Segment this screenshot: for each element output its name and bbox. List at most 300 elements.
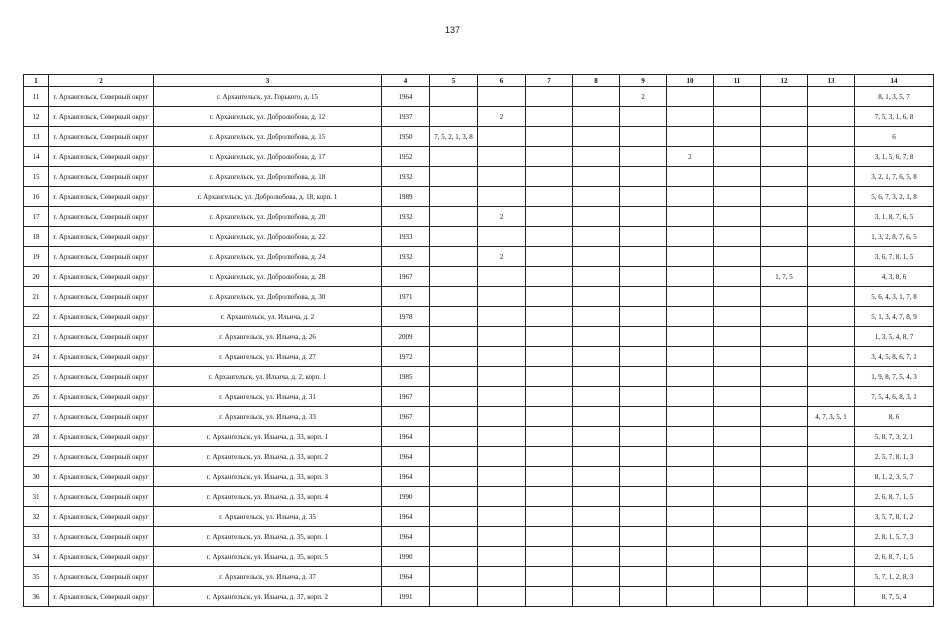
- district-cell: г. Архангельск, Северный округ: [49, 547, 154, 567]
- col11-cell: [714, 287, 761, 307]
- address-cell: г. Архангельск, ул. Добролюбова, д. 17: [154, 147, 382, 167]
- column-header: 11: [714, 75, 761, 87]
- col6-cell: [478, 327, 526, 347]
- page-number: 137: [444, 25, 461, 35]
- col8-cell: [573, 287, 620, 307]
- table-row: [24, 227, 934, 247]
- col11-cell: [714, 507, 761, 527]
- col11-cell: [714, 487, 761, 507]
- row-number: 22: [24, 307, 49, 327]
- col9-cell: [620, 487, 667, 507]
- col11-cell: [714, 427, 761, 447]
- col11-cell: [714, 407, 761, 427]
- col9-cell: [620, 587, 667, 607]
- table-row: [24, 467, 934, 487]
- col11-cell: [714, 547, 761, 567]
- year-cell: 1985: [382, 367, 430, 387]
- col6-cell: [478, 167, 526, 187]
- col6-cell: 2: [478, 107, 526, 127]
- col6-cell: [478, 447, 526, 467]
- col6-cell: [478, 427, 526, 447]
- column-header: 7: [526, 75, 573, 87]
- address-cell: г. Архангельск, ул. Ильича, д. 2, корп. 1: [154, 367, 382, 387]
- col13-cell: [808, 247, 855, 267]
- col14-cell: 1, 3, 2, 8, 7, 6, 5: [855, 227, 934, 247]
- col6-cell: [478, 387, 526, 407]
- col13-cell: [808, 587, 855, 607]
- year-cell: 1967: [382, 407, 430, 427]
- address-cell: г. Архангельск, ул. Добролюбова, д. 18, корп. 1: [154, 187, 382, 207]
- col11-cell: [714, 527, 761, 547]
- col5-cell: [430, 367, 478, 387]
- col11-cell: [714, 147, 761, 167]
- col7-cell: [526, 107, 573, 127]
- col6-cell: [478, 307, 526, 327]
- district-cell: г. Архангельск, Северный округ: [49, 327, 154, 347]
- year-cell: 1964: [382, 567, 430, 587]
- col13-cell: [808, 147, 855, 167]
- col13-cell: [808, 287, 855, 307]
- col13-cell: [808, 527, 855, 547]
- col10-cell: [667, 207, 714, 227]
- col8-cell: [573, 87, 620, 107]
- year-cell: 1932: [382, 247, 430, 267]
- col7-cell: [526, 527, 573, 547]
- col10-cell: [667, 487, 714, 507]
- col13-cell: [808, 107, 855, 127]
- col7-cell: [526, 587, 573, 607]
- table-row: [24, 387, 934, 407]
- col9-cell: [620, 507, 667, 527]
- table-row: [24, 527, 934, 547]
- col10-cell: [667, 447, 714, 467]
- col12-cell: [761, 167, 808, 187]
- col6-cell: [478, 547, 526, 567]
- row-number: 28: [24, 427, 49, 447]
- address-cell: г. Архангельск, ул. Ильича, д. 2: [154, 307, 382, 327]
- col5-cell: [430, 147, 478, 167]
- table-body: [24, 87, 934, 607]
- row-number: 36: [24, 587, 49, 607]
- col7-cell: [526, 147, 573, 167]
- col11-cell: [714, 187, 761, 207]
- address-cell: г. Архангельск, ул. Ильича, д. 37, корп. 2: [154, 587, 382, 607]
- address-cell: г. Архангельск, ул. Ильича, д. 37: [154, 567, 382, 587]
- col9-cell: [620, 167, 667, 187]
- col14-cell: 5, 1, 3, 4, 7, 8, 9: [855, 307, 934, 327]
- year-cell: 1950: [382, 127, 430, 147]
- col5-cell: [430, 447, 478, 467]
- col14-cell: 2, 5, 7, 8, 1, 3: [855, 447, 934, 467]
- col8-cell: [573, 367, 620, 387]
- col8-cell: [573, 147, 620, 167]
- col9-cell: [620, 247, 667, 267]
- district-cell: г. Архангельск, Северный округ: [49, 487, 154, 507]
- table-row: [24, 567, 934, 587]
- district-cell: г. Архангельск, Северный округ: [49, 247, 154, 267]
- col14-cell: 1, 3, 5, 4, 8, 7: [855, 327, 934, 347]
- row-number: 31: [24, 487, 49, 507]
- col10-cell: [667, 587, 714, 607]
- column-header: 3: [154, 75, 382, 87]
- table-row: [24, 167, 934, 187]
- col10-cell: [667, 347, 714, 367]
- table-row: [24, 147, 934, 167]
- col6-cell: [478, 347, 526, 367]
- col6-cell: [478, 507, 526, 527]
- col9-cell: [620, 387, 667, 407]
- col13-cell: [808, 307, 855, 327]
- col14-cell: 3, 1, 5, 6, 7, 8: [855, 147, 934, 167]
- col10-cell: [667, 367, 714, 387]
- col11-cell: [714, 207, 761, 227]
- col10-cell: [667, 507, 714, 527]
- col13-cell: [808, 187, 855, 207]
- row-number: 24: [24, 347, 49, 367]
- col14-cell: 3, 1, 8, 7, 6, 5: [855, 207, 934, 227]
- col6-cell: [478, 187, 526, 207]
- row-number: 12: [24, 107, 49, 127]
- address-cell: г. Архангельск, ул. Добролюбова, д. 28: [154, 267, 382, 287]
- row-number: 33: [24, 527, 49, 547]
- col8-cell: [573, 167, 620, 187]
- col14-cell: 3, 4, 5, 8, 6, 7, 1: [855, 347, 934, 367]
- row-number: 16: [24, 187, 49, 207]
- col12-cell: [761, 287, 808, 307]
- year-cell: 1972: [382, 347, 430, 367]
- col10-cell: 2: [667, 147, 714, 167]
- col5-cell: [430, 227, 478, 247]
- col11-cell: [714, 327, 761, 347]
- district-cell: г. Архангельск, Северный округ: [49, 127, 154, 147]
- col11-cell: [714, 227, 761, 247]
- col5-cell: [430, 207, 478, 227]
- col8-cell: [573, 467, 620, 487]
- col5-cell: [430, 267, 478, 287]
- col13-cell: [808, 387, 855, 407]
- district-cell: г. Архангельск, Северный округ: [49, 447, 154, 467]
- col5-cell: [430, 567, 478, 587]
- col6-cell: 2: [478, 207, 526, 227]
- col7-cell: [526, 387, 573, 407]
- col14-cell: 2, 6, 8, 7, 1, 5: [855, 547, 934, 567]
- address-cell: г. Архангельск, ул. Ильича, д. 33, корп. 4: [154, 487, 382, 507]
- col11-cell: [714, 247, 761, 267]
- col6-cell: [478, 287, 526, 307]
- table-row: [24, 307, 934, 327]
- col13-cell: [808, 167, 855, 187]
- col10-cell: [667, 267, 714, 287]
- col14-cell: 5, 6, 7, 3, 2, 1, 8: [855, 187, 934, 207]
- col9-cell: [620, 407, 667, 427]
- col14-cell: 3, 2, 1, 7, 6, 5, 8: [855, 167, 934, 187]
- col7-cell: [526, 487, 573, 507]
- col9-cell: 2: [620, 87, 667, 107]
- col13-cell: [808, 427, 855, 447]
- row-number: 11: [24, 87, 49, 107]
- column-header: 2: [49, 75, 154, 87]
- table-row: [24, 427, 934, 447]
- year-cell: 1967: [382, 267, 430, 287]
- year-cell: 1952: [382, 147, 430, 167]
- column-header: 9: [620, 75, 667, 87]
- year-cell: 1964: [382, 467, 430, 487]
- col7-cell: [526, 447, 573, 467]
- col6-cell: [478, 87, 526, 107]
- col8-cell: [573, 527, 620, 547]
- table-row: [24, 487, 934, 507]
- col5-cell: 7, 5, 2, 1, 3, 8: [430, 127, 478, 147]
- col9-cell: [620, 427, 667, 447]
- col10-cell: [667, 307, 714, 327]
- col11-cell: [714, 447, 761, 467]
- col9-cell: [620, 547, 667, 567]
- col10-cell: [667, 467, 714, 487]
- col12-cell: [761, 547, 808, 567]
- year-cell: 1964: [382, 447, 430, 467]
- col8-cell: [573, 547, 620, 567]
- col14-cell: 8, 7, 5, 4: [855, 587, 934, 607]
- col9-cell: [620, 227, 667, 247]
- col11-cell: [714, 367, 761, 387]
- col12-cell: [761, 467, 808, 487]
- district-cell: г. Архангельск, Северный округ: [49, 347, 154, 367]
- col5-cell: [430, 87, 478, 107]
- row-number: 17: [24, 207, 49, 227]
- address-cell: г. Архангельск, ул. Горького, д. 15: [154, 87, 382, 107]
- col14-cell: 8, 1, 2, 3, 5, 7: [855, 467, 934, 487]
- year-cell: 1932: [382, 167, 430, 187]
- address-cell: г. Архангельск, ул. Ильича, д. 31: [154, 387, 382, 407]
- col8-cell: [573, 267, 620, 287]
- district-cell: г. Архангельск, Северный округ: [49, 287, 154, 307]
- col9-cell: [620, 287, 667, 307]
- district-cell: г. Архангельск, Северный округ: [49, 307, 154, 327]
- col9-cell: [620, 107, 667, 127]
- col6-cell: [478, 587, 526, 607]
- col7-cell: [526, 127, 573, 147]
- row-number: 32: [24, 507, 49, 527]
- address-cell: г. Архангельск, ул. Ильича, д. 35, корп. 1: [154, 527, 382, 547]
- table-row: [24, 347, 934, 367]
- header-row: [24, 75, 934, 87]
- row-number: 34: [24, 547, 49, 567]
- col12-cell: [761, 527, 808, 547]
- col8-cell: [573, 327, 620, 347]
- col12-cell: [761, 327, 808, 347]
- col8-cell: [573, 207, 620, 227]
- col5-cell: [430, 407, 478, 427]
- col8-cell: [573, 227, 620, 247]
- col8-cell: [573, 587, 620, 607]
- table-row: [24, 87, 934, 107]
- table-row: [24, 287, 934, 307]
- column-header: 14: [855, 75, 934, 87]
- col5-cell: [430, 427, 478, 447]
- col7-cell: [526, 427, 573, 447]
- district-cell: г. Архангельск, Северный округ: [49, 387, 154, 407]
- col8-cell: [573, 487, 620, 507]
- year-cell: 1990: [382, 487, 430, 507]
- col9-cell: [620, 327, 667, 347]
- col14-cell: 8, 6: [855, 407, 934, 427]
- col8-cell: [573, 407, 620, 427]
- col10-cell: [667, 247, 714, 267]
- col5-cell: [430, 487, 478, 507]
- col7-cell: [526, 507, 573, 527]
- table-row: [24, 107, 934, 127]
- table-row: [24, 407, 934, 427]
- col9-cell: [620, 367, 667, 387]
- address-cell: г. Архангельск, ул. Добролюбова, д. 18: [154, 167, 382, 187]
- col10-cell: [667, 87, 714, 107]
- col10-cell: [667, 107, 714, 127]
- col12-cell: [761, 367, 808, 387]
- year-cell: 1991: [382, 587, 430, 607]
- col13-cell: [808, 487, 855, 507]
- col12-cell: [761, 407, 808, 427]
- year-cell: 1932: [382, 207, 430, 227]
- col5-cell: [430, 347, 478, 367]
- col5-cell: [430, 187, 478, 207]
- col7-cell: [526, 267, 573, 287]
- col6-cell: [478, 527, 526, 547]
- col7-cell: [526, 367, 573, 387]
- col6-cell: [478, 147, 526, 167]
- year-cell: 1971: [382, 287, 430, 307]
- district-cell: г. Архангельск, Северный округ: [49, 527, 154, 547]
- address-cell: г. Архангельск, ул. Добролюбова, д. 24: [154, 247, 382, 267]
- col10-cell: [667, 227, 714, 247]
- col14-cell: 5, 8, 7, 3, 2, 1: [855, 427, 934, 447]
- col6-cell: [478, 407, 526, 427]
- col10-cell: [667, 547, 714, 567]
- table-row: [24, 267, 934, 287]
- district-cell: г. Архангельск, Северный округ: [49, 207, 154, 227]
- col10-cell: [667, 407, 714, 427]
- col10-cell: [667, 187, 714, 207]
- address-cell: г. Архангельск, ул. Ильича, д. 33, корп. 3: [154, 467, 382, 487]
- col10-cell: [667, 387, 714, 407]
- col6-cell: [478, 227, 526, 247]
- col12-cell: [761, 187, 808, 207]
- col13-cell: [808, 367, 855, 387]
- row-number: 20: [24, 267, 49, 287]
- district-cell: г. Архангельск, Северный округ: [49, 507, 154, 527]
- col7-cell: [526, 87, 573, 107]
- row-number: 19: [24, 247, 49, 267]
- col7-cell: [526, 407, 573, 427]
- col7-cell: [526, 287, 573, 307]
- col12-cell: [761, 227, 808, 247]
- col9-cell: [620, 127, 667, 147]
- year-cell: 1978: [382, 307, 430, 327]
- table-row: [24, 447, 934, 467]
- col6-cell: [478, 127, 526, 147]
- col13-cell: [808, 347, 855, 367]
- col7-cell: [526, 247, 573, 267]
- col14-cell: 3, 6, 7, 8, 1, 5: [855, 247, 934, 267]
- col9-cell: [620, 447, 667, 467]
- col6-cell: [478, 467, 526, 487]
- column-header: 6: [478, 75, 526, 87]
- col11-cell: [714, 587, 761, 607]
- year-cell: 1989: [382, 187, 430, 207]
- col13-cell: 4, 7, 3, 5, 1: [808, 407, 855, 427]
- year-cell: 1964: [382, 507, 430, 527]
- col10-cell: [667, 167, 714, 187]
- address-cell: г. Архангельск, ул. Ильича, д. 27: [154, 347, 382, 367]
- col8-cell: [573, 567, 620, 587]
- col11-cell: [714, 387, 761, 407]
- col12-cell: 1, 7, 5: [761, 267, 808, 287]
- col7-cell: [526, 187, 573, 207]
- column-header: 1: [24, 75, 49, 87]
- address-cell: г. Архангельск, ул. Ильича, д. 35, корп. 5: [154, 547, 382, 567]
- table-row: [24, 507, 934, 527]
- col8-cell: [573, 447, 620, 467]
- year-cell: 1990: [382, 547, 430, 567]
- data-table: [23, 74, 934, 607]
- col7-cell: [526, 567, 573, 587]
- address-cell: г. Архангельск, ул. Ильича, д. 33: [154, 407, 382, 427]
- row-number: 18: [24, 227, 49, 247]
- col10-cell: [667, 287, 714, 307]
- col13-cell: [808, 207, 855, 227]
- table-row: [24, 587, 934, 607]
- district-cell: г. Архангельск, Северный округ: [49, 147, 154, 167]
- col5-cell: [430, 527, 478, 547]
- table-row: [24, 127, 934, 147]
- col12-cell: [761, 147, 808, 167]
- col9-cell: [620, 147, 667, 167]
- col11-cell: [714, 567, 761, 587]
- col11-cell: [714, 87, 761, 107]
- col5-cell: [430, 467, 478, 487]
- district-cell: г. Архангельск, Северный округ: [49, 587, 154, 607]
- col13-cell: [808, 327, 855, 347]
- col12-cell: [761, 347, 808, 367]
- col14-cell: 2, 6, 8, 7, 1, 5: [855, 487, 934, 507]
- col9-cell: [620, 307, 667, 327]
- col8-cell: [573, 347, 620, 367]
- col13-cell: [808, 447, 855, 467]
- address-cell: г. Архангельск, ул. Добролюбова, д. 22: [154, 227, 382, 247]
- row-number: 15: [24, 167, 49, 187]
- col11-cell: [714, 127, 761, 147]
- col11-cell: [714, 267, 761, 287]
- district-cell: г. Архангельск, Северный округ: [49, 187, 154, 207]
- row-number: 26: [24, 387, 49, 407]
- col7-cell: [526, 327, 573, 347]
- col5-cell: [430, 107, 478, 127]
- col8-cell: [573, 247, 620, 267]
- col7-cell: [526, 307, 573, 327]
- col5-cell: [430, 307, 478, 327]
- col10-cell: [667, 567, 714, 587]
- col14-cell: 3, 5, 7, 8, 1, 2: [855, 507, 934, 527]
- col7-cell: [526, 547, 573, 567]
- col10-cell: [667, 127, 714, 147]
- district-cell: г. Архангельск, Северный округ: [49, 367, 154, 387]
- col13-cell: [808, 547, 855, 567]
- col14-cell: 2, 8, 1, 5, 7, 3: [855, 527, 934, 547]
- col14-cell: 5, 7, 1, 2, 8, 3: [855, 567, 934, 587]
- col12-cell: [761, 127, 808, 147]
- col7-cell: [526, 347, 573, 367]
- district-cell: г. Архангельск, Северный округ: [49, 167, 154, 187]
- table-row: [24, 247, 934, 267]
